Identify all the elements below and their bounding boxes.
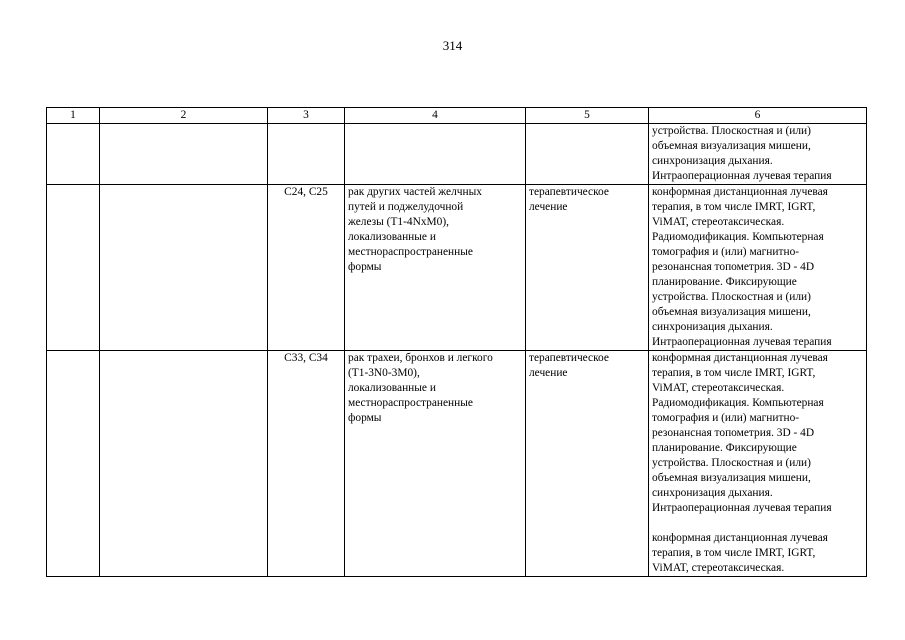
method-line: ViMAT, стереотаксическая. [652, 382, 785, 394]
diagnosis-line: формы [348, 412, 382, 424]
header-col-5: 5 [526, 108, 649, 124]
method-line: синхронизация дыхания. [652, 487, 773, 499]
cell-col2 [100, 185, 268, 351]
method-line: томография и (или) магнитно- [652, 412, 800, 424]
diagnosis-line: формы [348, 261, 382, 273]
table-row [47, 185, 867, 351]
cell-diagnosis [345, 185, 526, 351]
header-row [47, 108, 867, 124]
treatment-line: лечение [529, 201, 568, 213]
cell-col1 [47, 124, 100, 185]
header-col-2: 2 [100, 108, 268, 124]
method-line: конформная дистанционная лучевая [652, 186, 828, 198]
cell-col2 [100, 124, 268, 185]
diagnosis-line: локализованные и [348, 231, 436, 243]
method-line: терапия, в том числе IMRT, IGRT, [652, 547, 816, 559]
method-line: резонансная топометрия. 3D - 4D [652, 261, 815, 273]
cell-col2 [100, 351, 268, 577]
method-line: устройства. Плоскостная и (или) [652, 457, 811, 469]
cell-treatment [526, 185, 649, 351]
method-line: ViMAT, стереотаксическая. [652, 562, 785, 574]
treatment-line: лечение [529, 367, 568, 379]
method-line: объемная визуализация мишени, [652, 472, 811, 484]
cell-code: C33, C34 [268, 351, 345, 577]
table-row [47, 351, 867, 577]
method-line: терапия, в том числе IMRT, IGRT, [652, 367, 816, 379]
header-col-1: 1 [47, 108, 100, 124]
cell-method [649, 351, 867, 577]
cell-treatment [526, 124, 649, 185]
method-line: синхронизация дыхания. [652, 321, 773, 333]
cell-diagnosis [345, 351, 526, 577]
method-line: терапия, в том числе IMRT, IGRT, [652, 201, 816, 213]
treatment-line: терапевтическое [529, 186, 609, 198]
method-line: объемная визуализация мишени, [652, 140, 811, 152]
page-number: 314 [442, 38, 463, 53]
cell-code [268, 124, 345, 185]
method-line: планирование. Фиксирующие [652, 276, 797, 288]
method-line: Интраоперационная лучевая терапия [652, 170, 832, 182]
method-line: Радиомодификация. Компьютерная [652, 231, 824, 243]
treatment-table [46, 107, 867, 577]
treatment-line: терапевтическое [529, 352, 609, 364]
method-line: резонансная топометрия. 3D - 4D [652, 427, 815, 439]
diagnosis-line: местнораспространенные [348, 246, 473, 258]
method-line: Интраоперационная лучевая терапия [652, 502, 832, 514]
method-line: планирование. Фиксирующие [652, 442, 797, 454]
cell-treatment [526, 351, 649, 577]
cell-method [649, 124, 867, 185]
diagnosis-line: путей и поджелудочной [348, 201, 464, 213]
paragraph-gap [652, 516, 863, 531]
header-col-4: 4 [345, 108, 526, 124]
cell-diagnosis [345, 124, 526, 185]
method-line: синхронизация дыхания. [652, 155, 773, 167]
method-line: Интраоперационная лучевая терапия [652, 336, 832, 348]
diagnosis-line: рак других частей желчных [348, 186, 482, 198]
diagnosis-line: железы (T1-4NxM0), [348, 216, 449, 228]
table-row [47, 124, 867, 185]
diagnosis-line: рак трахеи, бронхов и легкого [348, 352, 493, 364]
method-line: ViMAT, стереотаксическая. [652, 216, 785, 228]
method-line: конформная дистанционная лучевая [652, 352, 828, 364]
method-line: устройства. Плоскостная и (или) [652, 291, 811, 303]
diagnosis-line: (T1-3N0-3M0), [348, 367, 420, 379]
cell-code: C24, C25 [268, 185, 345, 351]
header-col-3: 3 [268, 108, 345, 124]
cell-col1 [47, 185, 100, 351]
method-line: конформная дистанционная лучевая [652, 532, 828, 544]
diagnosis-line: локализованные и [348, 382, 436, 394]
cell-col1 [47, 351, 100, 577]
cell-method [649, 185, 867, 351]
header-col-6: 6 [649, 108, 867, 124]
method-line: объемная визуализация мишени, [652, 306, 811, 318]
method-line: томография и (или) магнитно- [652, 246, 800, 258]
method-line: Радиомодификация. Компьютерная [652, 397, 824, 409]
method-line: устройства. Плоскостная и (или) [652, 125, 811, 137]
diagnosis-line: местнораспространенные [348, 397, 473, 409]
